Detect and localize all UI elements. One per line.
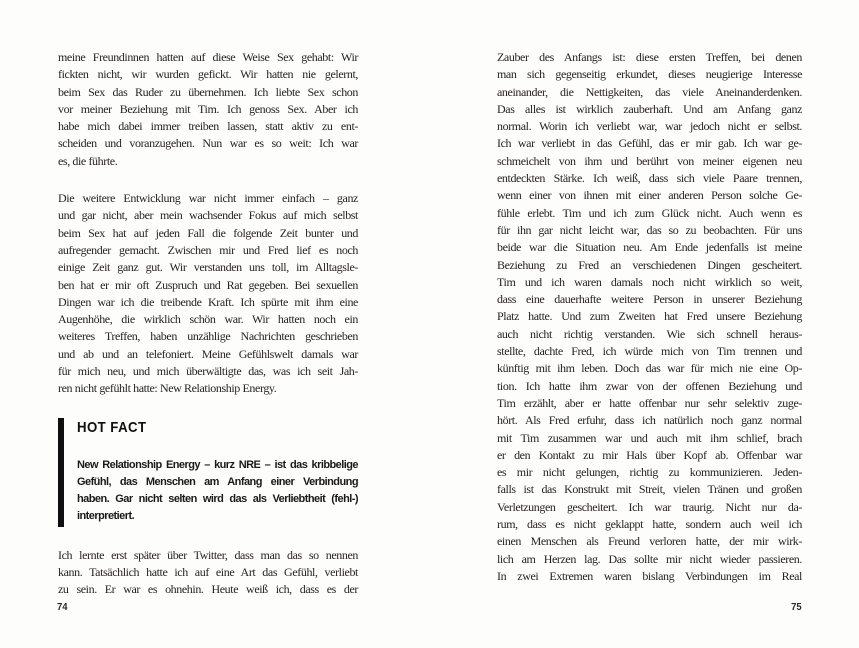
text-line: habe mich dabei immer treiben lassen, statt aktiv zu ent- — [58, 119, 358, 134]
text-line: Dingen war ich die treibende Kraft. Ich spürte mit ihm eine — [58, 294, 358, 309]
text-line: zu sein. Er war es ohnehin. Heute weiß ich, dass es der — [58, 582, 358, 597]
text-line: Verletzungen gescheitert. Ich war traurig. Nicht nur da- — [497, 499, 802, 514]
text-line: künftig mit ihm leben. Doch das war für mich nie eine Op- — [497, 361, 802, 376]
text-line: Ich war verliebt in das Gefühl, das er mir gab. Ich war ge- — [497, 136, 802, 151]
text-line: und ab und an telefoniert. Meine Gefühlswelt damals war — [58, 346, 358, 361]
text-line: auch nicht richtig verstanden. Wie sich schnell heraus- — [497, 326, 802, 341]
text-line: Augenhöhe, die wirklich schön war. Wir hatten noch ein — [58, 312, 358, 327]
text-line: Beziehung zu Fred an verschiedenen Dingen gescheitert. — [497, 257, 802, 272]
hot-fact-box — [58, 418, 358, 527]
text-line: Zauber des Anfangs ist: diese ersten Treffen, bei denen — [497, 50, 802, 64]
text-line: rum, dass es nicht geklappt hatte, sondern auch weil ich — [497, 517, 802, 532]
text-line: er den Kontakt zu mir Hals über Kopf ab. Offenbar war — [497, 447, 802, 462]
page-number-left: 74 — [57, 601, 68, 613]
text-line: Tim und ich waren damals noch nicht wirklich so weit, — [497, 274, 802, 289]
text-line: Die weitere Entwicklung war nicht immer einfach – ganz — [58, 191, 358, 206]
text-line: kann. Tatsächlich hatte ich auf eine Art das Gefühl, verliebt — [58, 564, 358, 579]
hot-fact-text-line: haben. Gar nicht selten wird das als Verliebtheit (fehl-) — [77, 492, 358, 505]
text-line: einige Zeit ganz gut. Wir verstanden uns toll, im Alltagsle- — [58, 260, 358, 275]
page-number-right: 75 — [791, 601, 802, 613]
text-line: tion. Ich hatte ihm zwar von der offenen Beziehung und — [497, 378, 802, 393]
hot-fact-text-line: Gefühl, das Menschen am Anfang einer Verbindung — [77, 475, 358, 488]
text-line: fickten nicht, wir wurden gefickt. Wir hatten nie gelernt, — [58, 67, 358, 82]
text-line: weiteres Treffen, haben unzählige Nachrichten geschrieben — [58, 329, 358, 344]
text-line: beim Sex hat auf jeden Fall die folgende Zeit bunter und — [58, 225, 358, 240]
text-line: Tim erzählt, aber er hatte offenbar nur sehr selektiv zuge- — [497, 395, 802, 410]
text-line: Das alles ist wirklich zauberhaft. Und am Anfang ganz — [497, 101, 802, 116]
text-line: es mir nicht gelungen, richtig zu kommunizieren. Jeden- — [497, 465, 802, 480]
text-line: fühle erlebt. Tim und ich zum Glück nicht. Auch wenn es — [497, 205, 802, 220]
text-line: und gar nicht, aber mein wachsender Fokus auf mich selbst — [58, 208, 358, 223]
text-line: für ihn gar nicht leicht war, das so zu beobachten. Für uns — [497, 222, 802, 237]
text-line: stellte, dachte Fred, ich würde mich von Tim trennen und — [497, 344, 802, 359]
text-line: vor meiner Beziehung mit Tim. Ich genoss Sex. Aber ich — [58, 101, 358, 116]
text-line: beim Sex das Ruder zu übernehmen. Ich liebte Sex schon — [58, 84, 358, 99]
text-line: wenn einer von ihnen mit einer anderen Person solche Ge- — [497, 188, 802, 203]
right-page-text-column — [497, 49, 802, 585]
left-page-text-column — [58, 49, 358, 599]
text-line: meine Freundinnen hatten auf diese Weise Sex gehabt: Wir — [58, 50, 358, 64]
text-line: aufregender gemacht. Zwischen mir und Fred lief es noch — [58, 242, 358, 257]
text-line: schmeichelt von ihm und berührt von meiner eigenen neu — [497, 153, 802, 168]
text-line: beide war die Situation neu. Am Ende jedenfalls ist meine — [497, 240, 802, 255]
text-line: entdeckten Stärke. Ich weiß, dass sich viele Paare trennen, — [497, 171, 802, 186]
text-line: normal. Worin ich verliebt war, war jedoch nicht er selbst. — [497, 119, 802, 134]
text-line: man sich gegenseitig erkundet, dieses neugierige Interesse — [497, 67, 802, 82]
text-line: ren nicht gefühlt hatte: New Relationship Energy. — [58, 381, 277, 396]
text-line: einen Menschen als Freund verloren hatte, der mir wirk- — [497, 534, 802, 549]
hot-fact-text-line: interpretiert. — [77, 509, 135, 522]
text-line: ben hat er mir oft Zuspruch und Rat gegeben. Bei sexuellen — [58, 277, 358, 292]
text-line: scheiden und voranzugehen. Nun war es so weit: Ich war — [58, 136, 358, 151]
text-line: falls ist das Konstrukt mit Streit, vielen Tränen und großen — [497, 482, 802, 497]
paragraph — [58, 190, 358, 398]
text-line: In zwei Extremen waren bislang Verbindungen im Real — [497, 568, 802, 583]
text-line: Ich lernte erst später über Twitter, dass man das so nennen — [58, 547, 358, 562]
text-line: es, die führte. — [58, 153, 118, 168]
text-line: für mich neu, und mich überwältigte das, was ich seit Jah- — [58, 364, 358, 379]
hot-fact-title: HOT FACT — [77, 418, 147, 436]
paragraph — [58, 49, 358, 170]
text-line: Platz hatte. Und zum Zweiten hat Fred unsere Beziehung — [497, 309, 802, 324]
text-line: lich am Herzen lag. Das sollte mir nicht wieder passieren. — [497, 551, 802, 566]
paragraph — [58, 547, 358, 599]
text-line: hört. Als Fred erfuhr, dass ich natürlich noch ganz normal — [497, 413, 802, 428]
text-line: dass eine dauerhafte weitere Person in unserer Beziehung — [497, 292, 802, 307]
paragraph — [497, 49, 802, 585]
text-line: mit Tim zusammen war und auch mit ihm schlief, brach — [497, 430, 802, 445]
hot-fact-text-line: New Relationship Energy – kurz NRE – ist das kribbelige — [77, 458, 358, 471]
text-line: aneinander, die Nettigkeiten, das viele Aneinanderdenken. — [497, 84, 802, 99]
